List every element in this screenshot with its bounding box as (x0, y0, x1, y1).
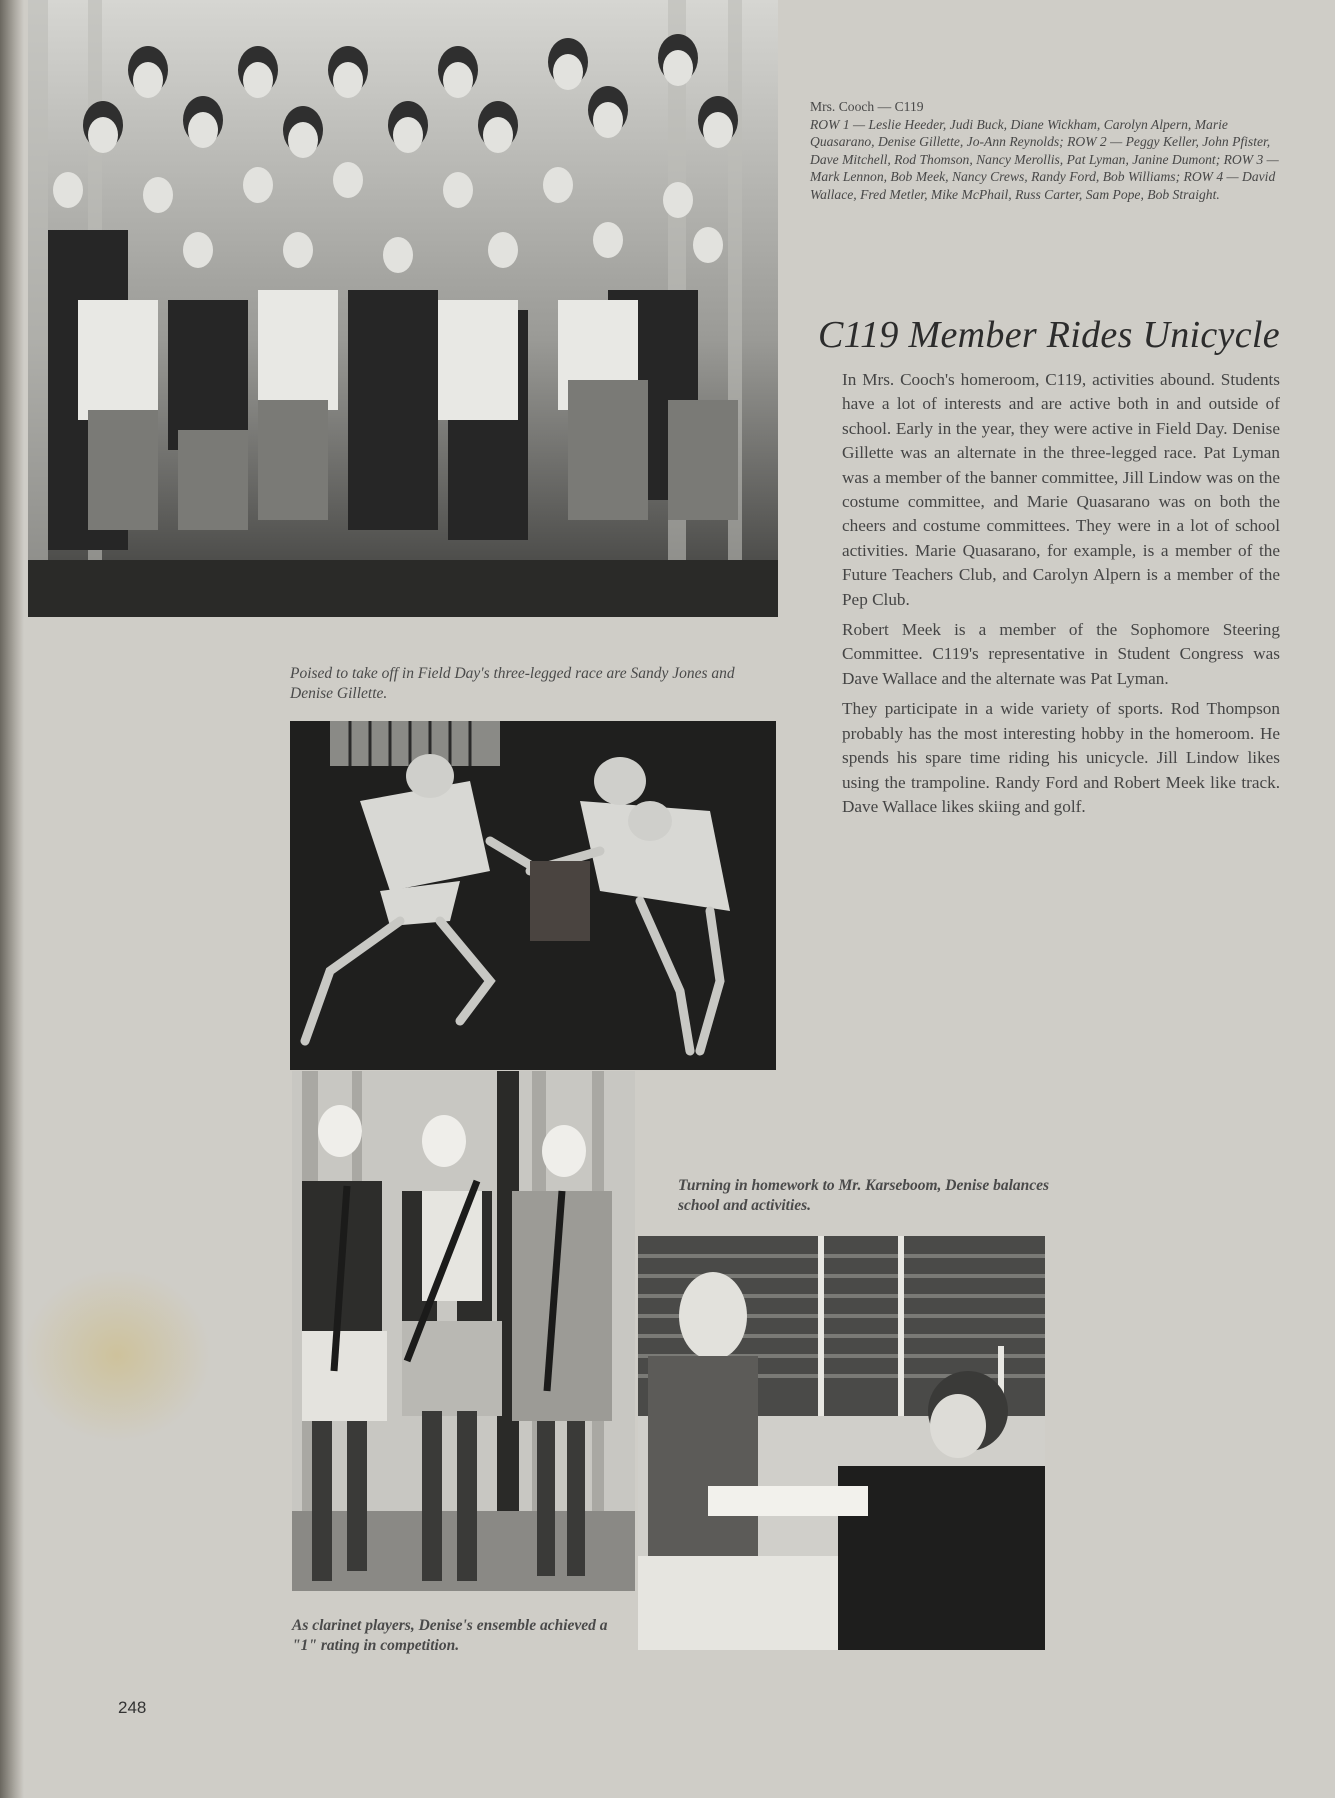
page-stain (22, 1268, 212, 1443)
article-paragraph: Robert Meek is a member of the Sophomore Steering Committee. C119's representative in Student Congress was Dave Wallace and the alternate was Pat Lyman. (842, 620, 1280, 688)
page-number: 248 (118, 1698, 147, 1717)
article-headline: C119 Member Rides Unicycle (818, 314, 1280, 356)
homeroom-roster (810, 98, 1284, 203)
homeroom-group-photo (28, 0, 778, 617)
clarinet-players-photo (292, 1071, 635, 1591)
field-day-caption: Poised to take off in Field Day's three-legged race are Sandy Jones and Denise Gillette. (290, 665, 735, 702)
field-day-photo (290, 721, 776, 1070)
roster-heading: Mrs. Cooch — C119 (810, 99, 924, 114)
page-binding-edge (0, 0, 24, 1798)
article-body (842, 368, 1280, 819)
clarinet-caption: As clarinet players, Denise's ensemble achieved a "1" rating in competition. (292, 1617, 608, 1654)
roster-rows: ROW 1 — Leslie Heeder, Judi Buck, Diane Wickham, Carolyn Alpern, Marie Quasarano, Denise Gillette, Jo-Ann Reynolds; ROW 2 — Peggy Keller, John Pfister, Dave Mitchell, Rod Thomson, Nancy Merollis, Pat Lyman, Janine Dumont; ROW 3 — Mark Lennon, Bob Meek, Nancy Crews, Randy Ford, Bob Williams; ROW 4 — David Wallace, Fred Metler, Mike McPhail, Russ Carter, Sam Pope, Bob Straight. (810, 116, 1279, 202)
article-paragraph: They participate in a wide variety of sports. Rod Thompson probably has the most interesting hobby in the homeroom. He spends his spare time riding his unicycle. Jill Lindow likes using the trampoline. Randy Ford and Robert Meek like track. Dave Wallace likes skiing and golf. (842, 699, 1280, 816)
article-paragraph: In Mrs. Cooch's homeroom, C119, activities abound. Students have a lot of interests and are active both in and outside of school. Early in the year, they were active in Field Day. Denise Gillette was an alternate in the three-legged race. Pat Lyman was a member of the banner committee, Jill Lindow was on the costume committee, and Marie Quasarano was on both the cheers and costume committees. They were in a lot of school activities. Marie Quasarano, for example, is a member of the Future Teachers Club, and Carolyn Alpern is a member of the Pep Club. (842, 370, 1280, 609)
homework-photo (638, 1236, 1045, 1650)
homework-caption: Turning in homework to Mr. Karseboom, Denise balances school and activities. (678, 1177, 1050, 1214)
